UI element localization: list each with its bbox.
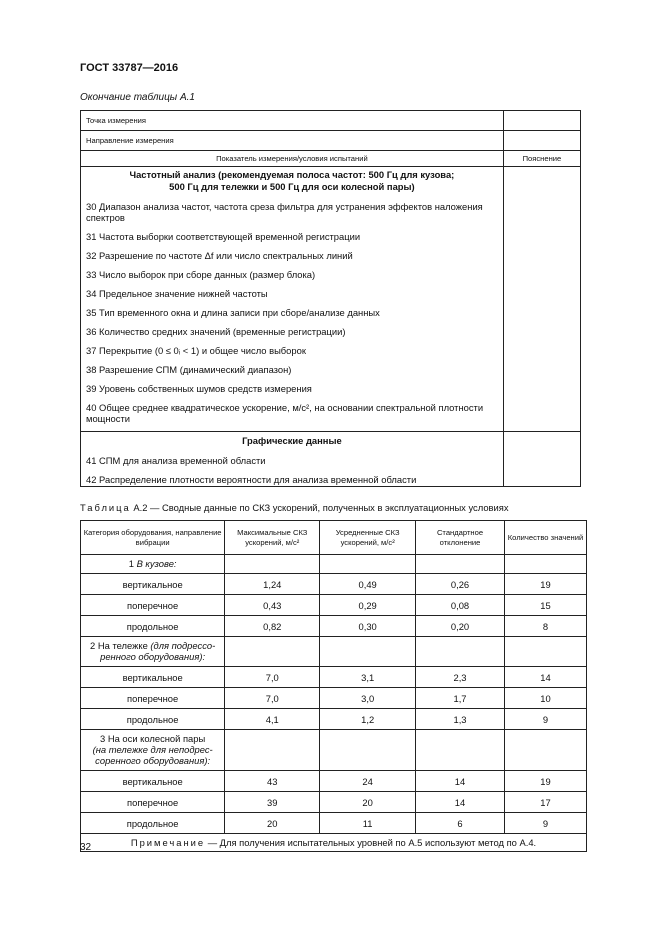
- table-row: поперечное 7,0 3,0 1,7 10: [81, 688, 587, 709]
- list-item: 35 Тип временного окна и длина записи при сборе/анализе данных: [86, 307, 380, 318]
- list-item: 40 Общее среднее квадратическое ускорение, м/с², на основании спектральной плотности мощности: [86, 402, 484, 424]
- column-header: Стандартное отклонение: [416, 521, 505, 555]
- row-measurement-point: Точка измерения: [81, 111, 504, 131]
- column-header-note: Пояснение: [503, 151, 580, 167]
- list-item: 36 Количество средних значений (временные регистрации): [86, 326, 346, 337]
- page-number: 32: [80, 842, 92, 853]
- column-header: Количество значений: [504, 521, 586, 555]
- group-title: 2 На тележке (для подрессоренного оборудования):: [81, 637, 225, 667]
- list-item: 32 Разрешение по частоте Δf или число спектральных линий: [86, 250, 353, 261]
- list-item: 33 Число выборок при сборе данных (размер блока): [86, 269, 316, 280]
- column-header: Усредненные СКЗ ускорений, м/с²: [320, 521, 416, 555]
- table-row: [81, 730, 587, 771]
- table-row: поперечное 0,43 0,29 0,08 15: [81, 595, 587, 616]
- list-item: 34 Предельное значение нижней частоты: [86, 288, 268, 299]
- list-item: 37 Перекрытие (0 ≤ 0ᵢ < 1) и общее число выборок: [86, 345, 306, 356]
- list-item: 42 Распределение плотности вероятности для анализа временной области: [86, 474, 417, 485]
- table-a1-end: [80, 110, 581, 487]
- table-row: вертикальное 7,0 3,1 2,3 14: [81, 667, 587, 688]
- list-item: 41 СПМ для анализа временной области: [86, 455, 266, 466]
- section-title: Частотный анализ (рекомендуемая полоса частот: 500 Гц для кузова; 500 Гц для тележки и 500 Гц для оси колесной пары): [129, 169, 455, 192]
- section-frequency-analysis: [81, 167, 504, 432]
- section-title: Графические данные: [242, 435, 342, 446]
- column-header: Категория оборудования, направление вибрации: [81, 521, 225, 555]
- group-title: 1 В кузове:: [81, 555, 225, 574]
- table-a2: [80, 520, 587, 852]
- table-a2-caption: Таблица А.2 — Сводные данные по СКЗ ускорений, полученных в эксплуатационных условиях: [80, 502, 509, 513]
- table-row: [81, 555, 587, 574]
- group-title: 3 На оси колесной пары (на тележке для неподрессоренного оборудования):: [81, 730, 225, 771]
- row-measurement-direction: Направление измерения: [81, 131, 504, 151]
- document-header: ГОСТ 33787—2016: [80, 62, 179, 74]
- column-header: Максимальные СКЗ ускорений, м/с²: [225, 521, 320, 555]
- list-item: 31 Частота выборки соответствующей временной регистрации: [86, 231, 361, 242]
- table-row: вертикальное 43 24 14 19: [81, 771, 587, 792]
- table-row: продольное 4,1 1,2 1,3 9: [81, 709, 587, 730]
- list-item: 39 Уровень собственных шумов средств измерения: [86, 383, 312, 394]
- table-row: поперечное 39 20 14 17: [81, 792, 587, 813]
- table-row: вертикальное 1,24 0,49 0,26 19: [81, 574, 587, 595]
- table-note: Примечание — Для получения испытательных уровней по А.5 используют метод по А.4.: [81, 834, 587, 852]
- table-row: продольное 0,82 0,30 0,20 8: [81, 616, 587, 637]
- list-item: 38 Разрешение СПМ (динамический диапазон): [86, 364, 292, 375]
- table-continuation-caption: Окончание таблицы А.1: [80, 92, 195, 103]
- list-item: 30 Диапазон анализа частот, частота среза фильтра для устранения эффектов наложения спектров: [86, 201, 483, 223]
- table-row: [81, 637, 587, 667]
- column-header-indicator: Показатель измерения/условия испытаний: [81, 151, 504, 167]
- table-row: продольное 20 11 6 9: [81, 813, 587, 834]
- section-graphic-data: [81, 432, 504, 487]
